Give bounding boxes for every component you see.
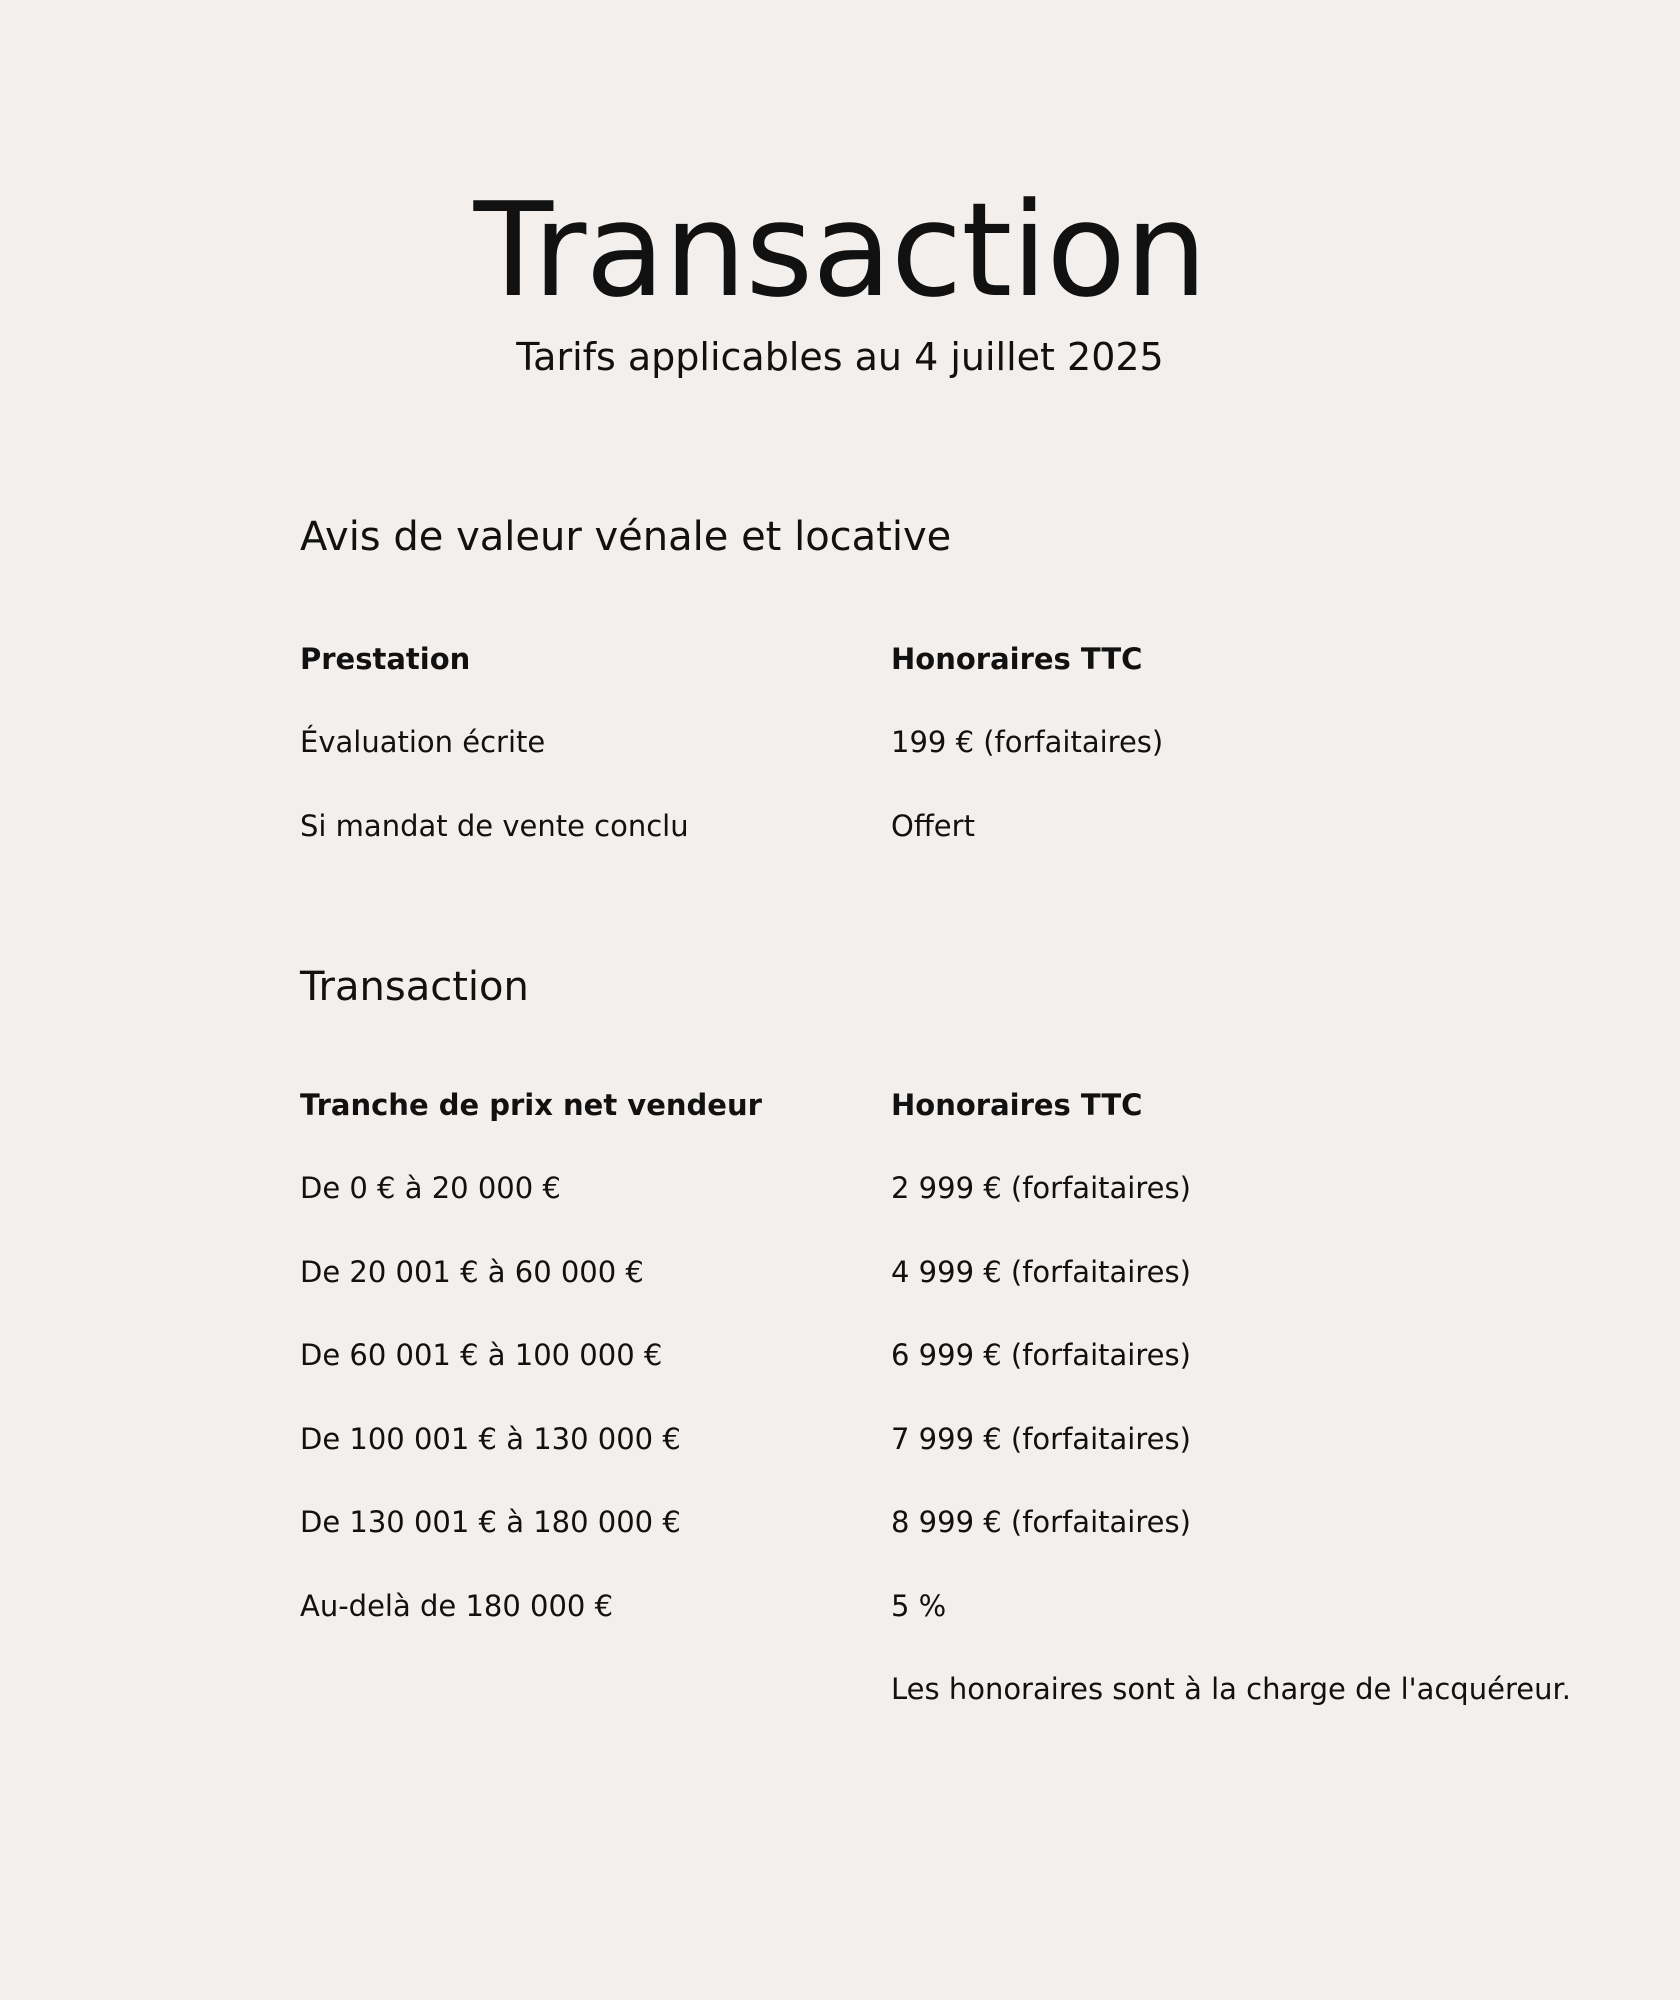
table-header-honoraires: Honoraires TTC bbox=[891, 642, 1143, 676]
table-cell-tranche: De 0 € à 20 000 € bbox=[300, 1171, 561, 1205]
table-cell-honoraires: 8 999 € (forfaitaires) bbox=[891, 1505, 1191, 1539]
table-header-honoraires: Honoraires TTC bbox=[891, 1088, 1143, 1122]
page-subtitle: Tarifs applicables au 4 juillet 2025 bbox=[516, 335, 1164, 379]
table-cell-honoraires: 5 % bbox=[891, 1589, 947, 1623]
table-cell-honoraires: 4 999 € (forfaitaires) bbox=[891, 1255, 1191, 1289]
section-title-avis: Avis de valeur vénale et locative bbox=[300, 514, 952, 560]
table-cell-honoraires: Offert bbox=[891, 809, 975, 843]
table-cell-honoraires: 2 999 € (forfaitaires) bbox=[891, 1171, 1191, 1205]
table-cell-prestation: Si mandat de vente conclu bbox=[300, 809, 689, 843]
table-cell-tranche: Au-delà de 180 000 € bbox=[300, 1589, 614, 1623]
table-cell-tranche: De 60 001 € à 100 000 € bbox=[300, 1338, 663, 1372]
table-cell-honoraires: 7 999 € (forfaitaires) bbox=[891, 1422, 1191, 1456]
section-title-transaction: Transaction bbox=[300, 964, 529, 1010]
table-cell-tranche: De 130 001 € à 180 000 € bbox=[300, 1505, 681, 1539]
table-header-prestation: Prestation bbox=[300, 642, 471, 676]
fee-note: Les honoraires sont à la charge de l'acquéreur. bbox=[891, 1672, 1571, 1706]
table-cell-tranche: De 100 001 € à 130 000 € bbox=[300, 1422, 681, 1456]
table-cell-tranche: De 20 001 € à 60 000 € bbox=[300, 1255, 644, 1289]
page-title: Transaction bbox=[473, 174, 1207, 326]
table-header-tranche: Tranche de prix net vendeur bbox=[300, 1088, 762, 1122]
table-cell-honoraires: 6 999 € (forfaitaires) bbox=[891, 1338, 1191, 1372]
table-cell-prestation: Évaluation écrite bbox=[300, 725, 546, 759]
table-cell-honoraires: 199 € (forfaitaires) bbox=[891, 725, 1164, 759]
